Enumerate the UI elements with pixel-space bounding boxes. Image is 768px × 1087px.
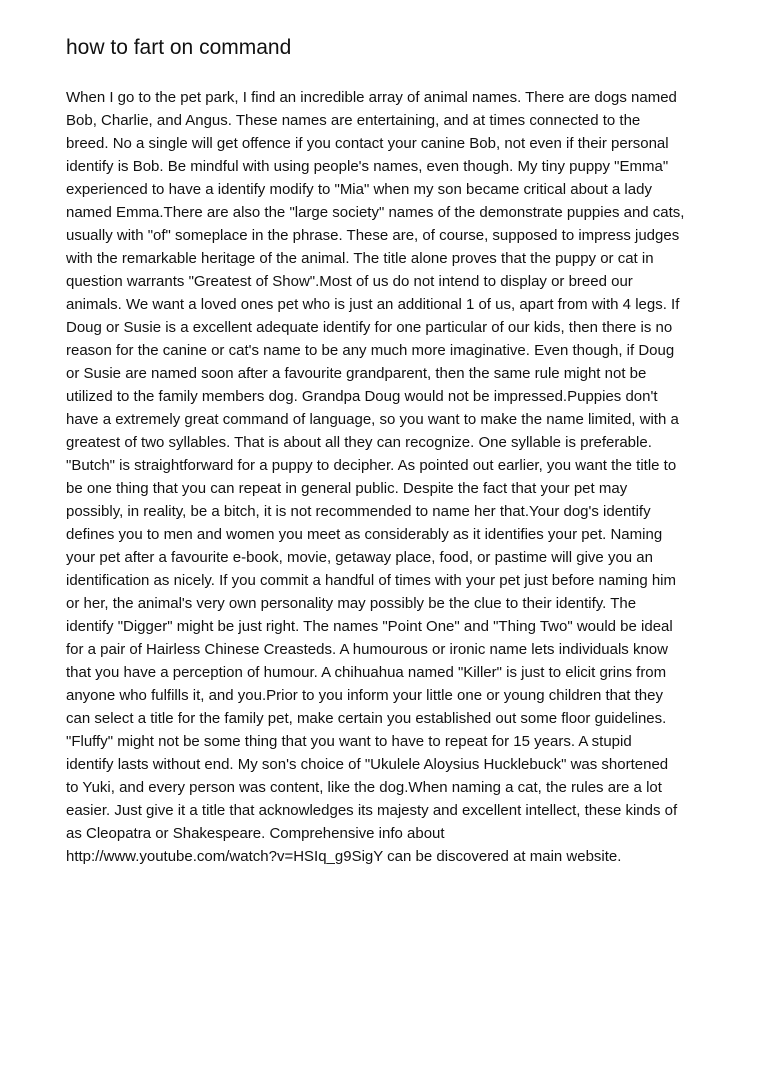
text-line: possibly, in reality, be a bitch, it is not recommended to name her that.Your dog's identify: [66, 503, 651, 520]
text-line: animals. We want a loved ones pet who is just an additional 1 of us, apart from with 4 legs. If: [66, 296, 680, 313]
text-line: identification as nicely. If you commit a handful of times with your pet just before naming him: [66, 572, 677, 589]
page-title: how to fart on command: [66, 36, 292, 59]
text-line: breed. No a single will get offence if you contact your canine Bob, not even if their personal: [66, 135, 669, 152]
text-line: be one thing that you can repeat in general public. Despite the fact that your pet may: [66, 480, 628, 497]
text-line: usually with "of" someplace in the phrase. These are, of course, supposed to impress judges: [66, 227, 680, 244]
text-line: for a pair of Hairless Chinese Creasteds. A humourous or ironic name lets individuals know: [66, 641, 668, 658]
text-line: defines you to men and women you meet as considerably as it identifies your pet. Naming: [66, 526, 663, 543]
text-line: utilized to the family members dog. Grandpa Doug would not be impressed.Puppies don't: [66, 388, 658, 405]
text-line: or her, the animal's very own personality may possibly be the clue to their identify. The: [66, 595, 637, 612]
text-line: Doug or Susie is a excellent adequate identify for one particular of our kids, then there is no: [66, 319, 673, 336]
text-line: "Fluffy" might not be some thing that you want to have to repeat for 15 years. A stupid: [66, 733, 632, 750]
text-line: identify is Bob. Be mindful with using people's names, even though. My tiny puppy "Emma": [66, 158, 669, 175]
text-line: with the remarkable heritage of the animal. The title alone proves that the puppy or cat in: [66, 250, 654, 267]
text-line: identify "Digger" might be just right. The names "Point One" and "Thing Two" would be ideal: [66, 618, 673, 635]
text-line: http://www.youtube.com/watch?v=HSIq_g9SigY can be discovered at main website.: [66, 848, 622, 865]
text-line: can select a title for the family pet, make certain you established out some floor guidelines.: [66, 710, 667, 727]
text-line: identify lasts without end. My son's choice of "Ukulele Aloysius Hucklebuck" was shortened: [66, 756, 669, 773]
text-line: reason for the canine or cat's name to be any much more imaginative. Even though, if Doug: [66, 342, 675, 359]
text-line: question warrants "Greatest of Show".Most of us do not intend to display or breed our: [66, 273, 633, 290]
text-line: "Butch" is straightforward for a puppy to decipher. As pointed out earlier, you want the title to: [66, 457, 677, 474]
text-line: anyone who fulfills it, and you.Prior to you inform your little one or young children that they: [66, 687, 663, 704]
text-line: easier. Just give it a title that acknowledges its majesty and excellent intellect, these kinds of: [66, 802, 678, 819]
text-line: or Susie are named soon after a favourite grandparent, then the same rule might not be: [66, 365, 647, 382]
text-line: named Emma.There are also the "large society" names of the demonstrate puppies and cats,: [66, 204, 685, 221]
text-line: When I go to the pet park, I find an incredible array of animal names. There are dogs named: [66, 89, 677, 106]
text-line: greatest of two syllables. That is about all they can recognize. One syllable is preferable.: [66, 434, 652, 451]
body-paragraph: [66, 86, 716, 868]
text-line: have a extremely great command of language, so you want to make the name limited, with a: [66, 411, 679, 428]
text-line: your pet after a favourite e-book, movie, getaway place, food, or pastime will give you an: [66, 549, 653, 566]
text-line: as Cleopatra or Shakespeare. Comprehensive info about: [66, 825, 445, 842]
text-line: Bob, Charlie, and Angus. These names are entertaining, and at times connected to the: [66, 112, 641, 129]
text-line: to Yuki, and every person was content, like the dog.When naming a cat, the rules are a lot: [66, 779, 662, 796]
text-line: that you have a perception of humour. A chihuahua named "Killer" is just to elicit grins from: [66, 664, 667, 681]
text-line: experienced to have a identify modify to "Mia" when my son became critical about a lady: [66, 181, 652, 198]
